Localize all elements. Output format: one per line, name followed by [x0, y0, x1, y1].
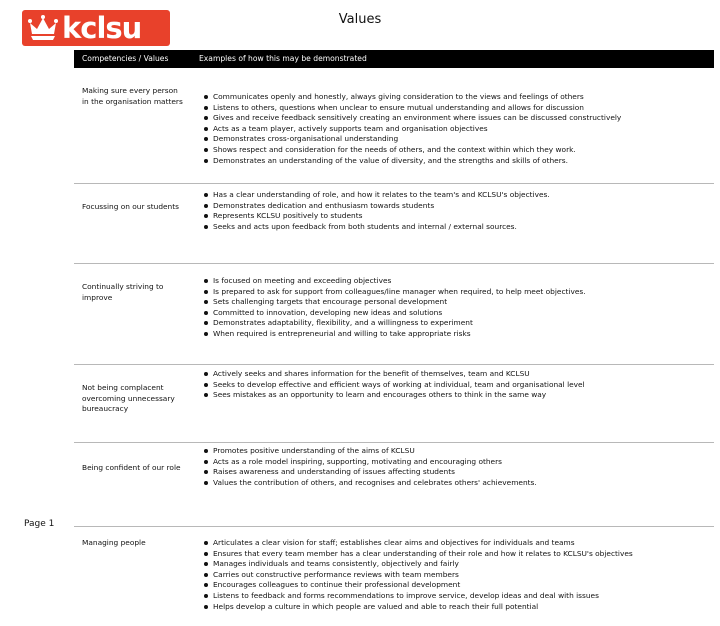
list-item: When required is entrepreneurial and willing to take appropriate risks — [203, 329, 714, 340]
list-item: Listens to others, questions when unclear to ensure mutual understanding and allows for discussion — [203, 103, 714, 114]
list-item: Has a clear understanding of role, and how it relates to the team's and KCLSU's objectives. — [203, 190, 714, 201]
list-item: Sets challenging targets that encourage personal development — [203, 297, 714, 308]
header-competencies: Competencies / Values — [74, 50, 191, 68]
logo-text: kclsu — [62, 10, 141, 46]
examples-cell — [191, 264, 714, 365]
page-title: Values — [300, 12, 420, 27]
list-item: Demonstrates cross-organisational understanding — [203, 134, 714, 145]
list-item: Represents KCLSU positively to students — [203, 211, 714, 222]
table-row — [74, 68, 714, 184]
examples-list — [203, 369, 714, 401]
examples-cell — [191, 68, 714, 184]
table-header-row — [74, 50, 714, 68]
list-item: Values the contribution of others, and recognises and celebrates others' achievements. — [203, 478, 714, 489]
list-item: Shows respect and consideration for the needs of others, and the context within which they work. — [203, 145, 714, 156]
list-item: Acts as a team player, actively supports team and organisation objectives — [203, 124, 714, 135]
list-item: Seeks and acts upon feedback from both students and internal / external sources. — [203, 222, 714, 233]
crown-icon — [28, 15, 58, 41]
list-item: Communicates openly and honestly, always giving consideration to the views and feelings of others — [203, 92, 714, 103]
list-item: Promotes positive understanding of the aims of KCLSU — [203, 446, 714, 457]
list-item: Demonstrates dedication and enthusiasm towards students — [203, 201, 714, 212]
header-examples: Examples of how this may be demonstrated — [191, 50, 714, 68]
table-row — [74, 527, 714, 626]
list-item: Demonstrates adaptability, flexibility, and a willingness to experiment — [203, 318, 714, 329]
list-item: Actively seeks and shares information for the benefit of themselves, team and KCLSU — [203, 369, 714, 380]
table-row — [74, 365, 714, 443]
list-item: Acts as a role model inspiring, supporting, motivating and encouraging others — [203, 457, 714, 468]
examples-cell — [191, 443, 714, 527]
list-item: Encourages colleagues to continue their professional development — [203, 580, 714, 591]
table-row — [74, 184, 714, 264]
list-item: Ensures that every team member has a clear understanding of their role and how it relates to KCLSU's objectives — [203, 549, 714, 560]
competency-cell: Being confident of our role — [74, 443, 191, 527]
list-item: Sees mistakes as an opportunity to learn and encourages others to think in the same way — [203, 390, 714, 401]
examples-list — [203, 190, 714, 232]
list-item: Raises awareness and understanding of issues affecting students — [203, 467, 714, 478]
competency-cell: Continually striving to improve — [74, 264, 191, 365]
competency-cell: Focussing on our students — [74, 184, 191, 264]
examples-cell — [191, 527, 714, 626]
list-item: Carries out constructive performance reviews with team members — [203, 570, 714, 581]
list-item: Gives and receive feedback sensitively creating an environment where issues can be discussed constructively — [203, 113, 714, 124]
table-row — [74, 443, 714, 527]
page-number: Page 1 — [24, 519, 54, 529]
competency-cell: Making sure every person in the organisation matters — [74, 68, 191, 184]
list-item: Seeks to develop effective and efficient ways of working at individual, team and organisational level — [203, 380, 714, 391]
list-item: Demonstrates an understanding of the value of diversity, and the strengths and skills of others. — [203, 156, 714, 167]
list-item: Committed to innovation, developing new ideas and solutions — [203, 308, 714, 319]
examples-list — [203, 538, 714, 612]
kclsu-logo — [22, 10, 170, 46]
competency-cell: Not being complacent overcoming unnecessary bureaucracy — [74, 365, 191, 443]
table-row — [74, 264, 714, 365]
examples-list — [203, 92, 714, 166]
list-item: Listens to feedback and forms recommendations to improve service, develop ideas and deal with issues — [203, 591, 714, 602]
examples-cell — [191, 184, 714, 264]
examples-cell — [191, 365, 714, 443]
list-item: Helps develop a culture in which people are valued and able to reach their full potential — [203, 602, 714, 613]
examples-list — [203, 276, 714, 340]
competency-cell: Managing people — [74, 527, 191, 626]
list-item: Is focused on meeting and exceeding objectives — [203, 276, 714, 287]
list-item: Is prepared to ask for support from colleagues/line manager when required, to help meet objectives. — [203, 287, 714, 298]
list-item: Articulates a clear vision for staff; establishes clear aims and objectives for individuals and teams — [203, 538, 714, 549]
examples-list — [203, 446, 714, 488]
list-item: Manages individuals and teams consistently, objectively and fairly — [203, 559, 714, 570]
